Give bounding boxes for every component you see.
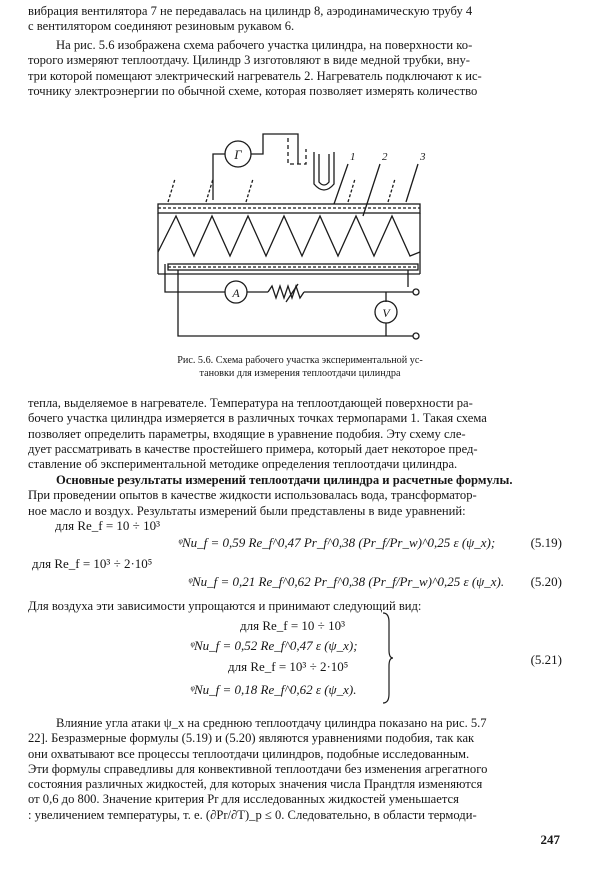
leader-line xyxy=(406,164,418,202)
text-line: При проведении опытов в качестве жидкости использовалась вода, трансформатор- xyxy=(28,488,477,503)
equation-air-high: ᵠNu_f = 0,18 Re_f^0,62 ε (ψ_x). xyxy=(190,682,357,697)
text-line: три которой помещают электрический нагреватель 2. Нагреватель подключают к ис- xyxy=(28,68,482,83)
terminal xyxy=(413,289,419,295)
paragraph-figure-intro xyxy=(28,38,572,99)
label-3: 3 xyxy=(420,151,426,163)
galvanometer-label: Г xyxy=(234,147,242,162)
equation-number: (5.19) xyxy=(530,535,562,550)
text-line: 22]. Безразмерные формулы (5.19) и (5.20) являются уравнениями подобия, так как xyxy=(28,731,475,746)
text-line: тепла, выделяемое в нагревателе. Температура на теплоотдающей поверхности ра- xyxy=(28,396,473,410)
text-line: с вентилятором соединяют резиновым рукавом 6. xyxy=(28,19,295,34)
ammeter-label: A xyxy=(232,286,240,300)
text-line: дует рассматривать в качестве простейшего примера, который дает некоторое пред- xyxy=(28,441,478,456)
right-brace xyxy=(382,612,394,704)
paragraph-air-intro xyxy=(28,599,572,614)
rheostat xyxy=(268,286,304,298)
text-line: точнику электроэнергии по обычной схеме, которая позволяет измерять количество xyxy=(28,83,478,98)
label-2: 2 xyxy=(382,151,388,163)
section-heading: Основные результаты измерений теплоотдачи цилиндра и расчетные формулы. xyxy=(56,473,513,487)
wire xyxy=(251,134,298,164)
figure-5-6-schematic xyxy=(138,124,438,354)
wire xyxy=(213,154,225,200)
condition-air-high: для Re_f = 10³ ÷ 2·10⁵ xyxy=(228,659,349,674)
reference-junction-inner xyxy=(319,154,329,185)
terminal xyxy=(413,333,419,339)
page-number: 247 xyxy=(540,832,560,847)
text-line: от 0,6 до 800. Значение критерия Pr для исследованных жидкостей уменьшается xyxy=(28,792,459,807)
caption-line: тановки для измерения теплоотдачи цилиндра xyxy=(199,367,401,379)
text-line: На рис. 5.6 изображена схема рабочего участка цилиндра, на поверхности ко- xyxy=(56,38,473,52)
text-line: позволяет определить параметры, входящие в уравнение подобия. Эту схему сле- xyxy=(28,426,466,441)
paragraph-thermocouples xyxy=(28,396,572,472)
equation-number: (5.20) xyxy=(530,574,562,589)
thermocouple-lead xyxy=(288,138,306,164)
equation-5-19: ᵠNu_f = 0,59 Re_f^0,47 Pr_f^0,38 (Pr_f/Pr_w)^0,25 ε (ψ_x); xyxy=(178,535,496,550)
text-line: они охватывают все процессы теплоотдачи цилиндров, подобные исследованным. xyxy=(28,746,470,761)
text-line: вибрация вентилятора 7 не передавалась на цилиндр 8, аэродинамическую трубу 4 xyxy=(28,4,473,18)
text-line: Для воздуха эти зависимости упрощаются и принимают следующий вид: xyxy=(28,599,422,613)
text-line: ное масло и воздух. Результаты измерений были представлены в виде уравнений: xyxy=(28,503,466,518)
text-line: : увеличением температуры, т. е. (∂Pr/∂T)_p ≤ 0. Следовательно, в области термоди- xyxy=(28,807,477,822)
text-line: Эти формулы справедливы для конвективной теплоотдачи без изменения агрегатного xyxy=(28,761,488,776)
text-line: ставление об экспериментальной методике определения теплоотдачи цилиндра. xyxy=(28,457,458,472)
leader-line xyxy=(334,164,348,204)
reference-junction-outer xyxy=(314,152,334,190)
wire xyxy=(165,264,225,292)
equation-number: (5.21) xyxy=(530,652,562,667)
caption-line: Рис. 5.6. Схема рабочего участка экспериментальной ус- xyxy=(177,355,423,366)
wire xyxy=(178,270,413,336)
paragraph-results xyxy=(28,473,572,519)
condition-air-low: для Re_f = 10 ÷ 10³ xyxy=(240,618,345,633)
text-line: торого измеряют теплоотдачу. Цилиндр 3 изготовляют в виде медной трубки, вну- xyxy=(28,53,470,68)
thermocouples xyxy=(168,179,395,202)
condition-re-high: для Re_f = 10³ ÷ 2·10⁵ xyxy=(32,556,153,571)
equation-air-low: ᵠNu_f = 0,52 Re_f^0,47 ε (ψ_x); xyxy=(190,638,358,653)
voltmeter-label: V xyxy=(382,306,390,320)
text-line: Влияние угла атаки ψ_x на среднюю теплоотдачу цилиндра показано на рис. 5.7 xyxy=(56,716,487,730)
equation-5-20: ᵠNu_f = 0,21 Re_f^0,62 Pr_f^0,38 (Pr_f/Pr_w)^0,25 ε (ψ_x). xyxy=(188,574,505,589)
top-paragraph xyxy=(28,4,572,35)
text-line: состояния различных жидкостей, для которых значения числа Прандтля изменяются xyxy=(28,777,483,792)
paragraph-similarity xyxy=(28,716,572,823)
condition-re-low: для Re_f = 10 ÷ 10³ xyxy=(55,518,160,533)
figure-caption xyxy=(150,355,450,380)
text-line: бочего участка цилиндра измеряется в различных точках термопарами 1. Такая схема xyxy=(28,411,487,426)
heater-zigzag xyxy=(158,216,420,256)
label-1: 1 xyxy=(350,151,356,163)
leader-line xyxy=(363,164,380,216)
